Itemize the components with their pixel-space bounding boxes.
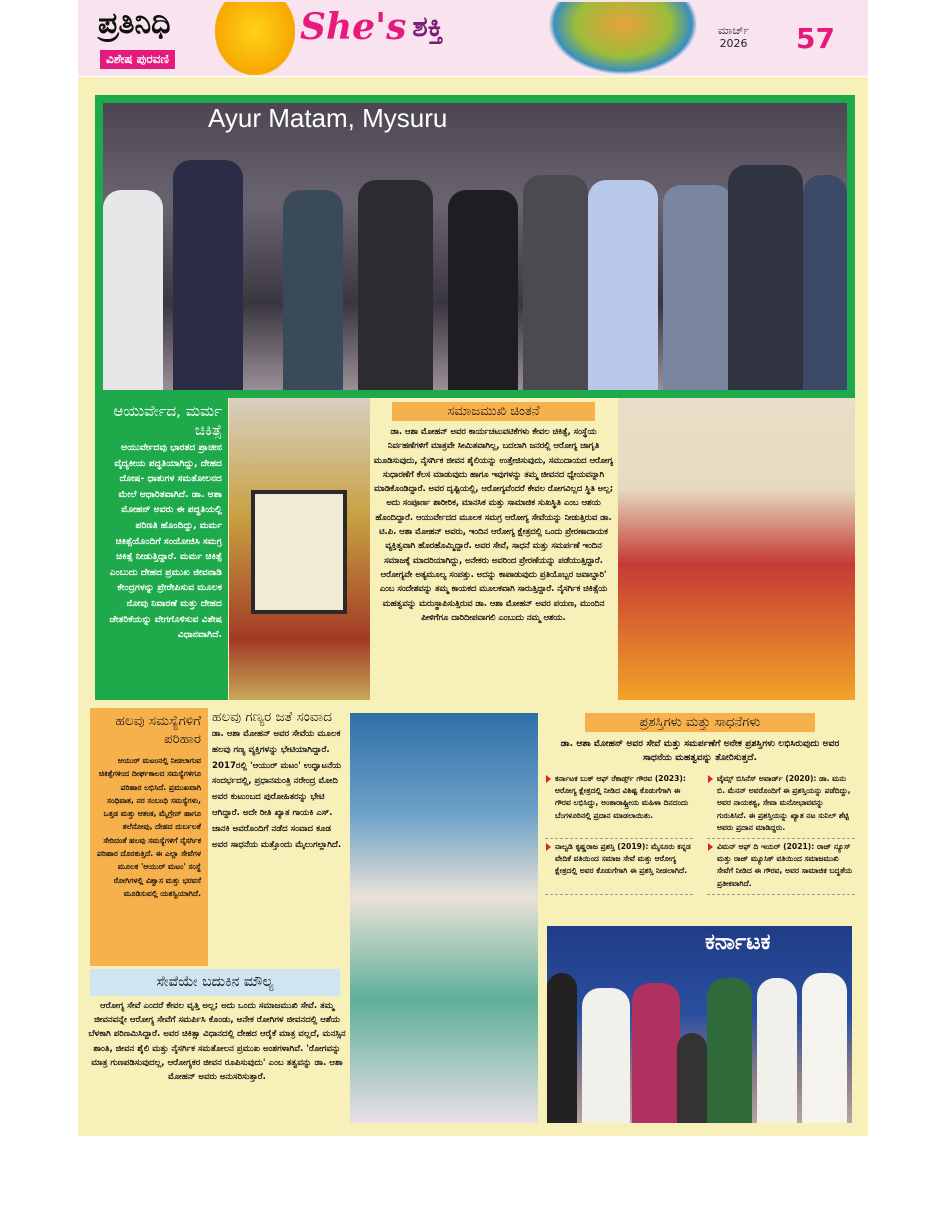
award-item: ವಿಮನ್ ಆಫ್ ದಿ ಇಯರ್ (2021): ರಾಜ್ ನ್ಯೂಸ್ ಮತ್ತು ರಾಜ್ ಮ್ಯೂಸಿಕ್ ವತಿಯಿಂದ ಸಮಾಜಮುಖಿ ಸೇವೆಗೆ ನೀಡಿದ ಈ ಗೌರವ, ಅವರ ಸಾಮಾಜಿಕ ಬದ್ಧತೆಯ ಪ್ರತೀಕವಾಗಿದೆ.: [707, 839, 855, 895]
social-body: ಡಾ. ಆಶಾ ಮೋಹನ್ ಅವರ ಕಾರ್ಯಚಟುವಟಿಕೆಗಳು ಕೇವಲ ಚಿಕಿತ್ಸೆ, ಸಂಸ್ಥೆಯ ನಿರ್ವಹಣೆಗಳಿಗೆ ಮಾತ್ರವೇ ಸೀಮಿತವಾಗಿಲ್ಲ, ಬದಲಾಗಿ ಜನರಲ್ಲಿ ಆರೋಗ್ಯ ಜಾಗೃತಿ ಮೂಡಿಸುವುದು, ನೈಸರ್ಗಿಕ ಜೀವನ ಶೈಲಿಯನ್ನು ಉತ್ತೇಜಿಸುವುದು, ಸಮುದಾಯದ ಆರೋಗ್ಯ ಸುಧಾರಣೆಗೆ ಕೆಲಸ ಮಾಡುವುದು ಹಾಗೂ ಇವುಗಳನ್ನು ತಮ್ಮ ಜೀವನದ ಧ್ಯೇಯವನ್ನಾಗಿ ಮಾಡಿಕೊಂಡಿದ್ದಾರೆ. ಅವರ ದೃಷ್ಟಿಯಲ್ಲಿ, ಆರೋಗ್ಯವೆಂದರೆ ಕೇವಲ ರೋಗವಿಲ್ಲದ ಸ್ಥಿತಿ ಅಲ್ಲ; ಅದು ಸಂಪೂರ್ಣ ಶಾರೀರಿಕ, ಮಾನಸಿಕ ಮತ್ತು ಸಾಮಾಜಿಕ ಸುಖಸ್ಥಿತಿ ಎಂಬ ಆಶಯ ಹೊಂದಿದ್ದಾರೆ. ಆಯುರ್ವೇದದ ಮೂಲಕ ಸಮಗ್ರ ಆರೋಗ್ಯ ಸೇವೆಯನ್ನು ನೀಡುತ್ತಿರುವ ಡಾ. ಟಿ.ಪಿ. ಆಶಾ ಮೋಹನ್ ಅವರು, ಇಂದಿನ ಆರೋಗ್ಯ ಕ್ಷೇತ್ರದಲ್ಲಿ ಒಂದು ಪ್ರೇರಣಾದಾಯಕ ವ್ಯಕ್ತಿತ್ವವಾಗಿ ಹೊರಹೊಮ್ಮಿದ್ದಾರೆ. ಅವರ ಸೇವೆ, ಸಾಧನೆ ಮತ್ತು ಸಮರ್ಪಣೆ ಇಂದಿನ ಸಮಾಜಕ್ಕೆ ಮಾದರಿಯಾಗಿದ್ದು, ಅನೇಕರು ಅವರಿಂದ ಪ್ರೇರಣೆಯನ್ನು ಪಡೆಯುತ್ತಿದ್ದಾರೆ. ಆರೋಗ್ಯವೇ ಅತ್ಯಮೂಲ್ಯ ಸಂಪತ್ತು. ಅದನ್ನು ಕಾಪಾಡುವುದು ಪ್ರತಿಯೊಬ್ಬರ ಜವಾಬ್ದಾರಿ' ಎಂಬ ಸಂದೇಶವನ್ನು ತಮ್ಮ ಕಾಯಕದ ಮೂಲಕವಾಗಿ ಸಾರುತ್ತಿದ್ದಾರೆ. ನೈಸರ್ಗಿಕ ಚಿಕಿತ್ಸೆಯ ಮಹತ್ವವನ್ನು ಮರುಸ್ಥಾಪಿಸುತ್ತಿರುವ ಡಾ. ಆಶಾ ಮೋಹನ್ ಅವರ ಪಯಣ, ಮುಂದಿನ ಪೀಳಿಗೆಗೂ ದಾರಿದೀಪವಾಗಲಿ ಎಂಬುದು ನಮ್ಮ ಆಶಯ.: [373, 426, 614, 622]
awards-title: ಪ್ರಶಸ್ತಿಗಳು ಮತ್ತು ಸಾಧನೆಗಳು: [585, 713, 815, 732]
ayurveda-body: ಆಯುರ್ವೇದವು ಭಾರತದ ಪ್ರಾಚೀನ ವೈದ್ಯಕೀಯ ಪದ್ಧತಿಯಾಗಿದ್ದು, ದೇಹದ ದೋಷ- ಧಾತುಗಳ ಸಮತೋಲನದ ಮೇಲೆ ಆಧಾರಿತವಾಗಿದೆ. ಡಾ. ಆಶಾ ಮೋಹನ್ ಅವರು ಈ ಪದ್ಧತಿಯಲ್ಲಿ ಪರಿಣತಿ ಹೊಂದಿದ್ದು, ಮರ್ಮ ಚಿಕಿತ್ಸೆಯೊಂದಿಗೆ ಸಂಯೋಜಿಸಿ ಸಮಗ್ರ ಚಿಕಿತ್ಸೆ ನೀಡುತ್ತಿದ್ದಾರೆ. ಮರ್ಮ ಚಿಕಿತ್ಸೆ ಎಂಬುದು ದೇಹದ ಪ್ರಮುಖ ಜೀವನಾಡಿ ಕೇಂದ್ರಗಳನ್ನು ಪ್ರೇರೇಪಿಸುವ ಮೂಲಕ ನೋವು ನಿವಾರಣೆ ಮತ್ತು ದೇಹದ ಚೇತರಿಕೆಯನ್ನು ವೇಗಗೊಳಿಸುವ ವಿಶೇಷ ವಿಧಾನವಾಗಿದೆ.: [109, 442, 222, 641]
supplement-label: ವಿಶೇಷ ಪುರವಣಿ: [100, 50, 175, 69]
award-item: ಕರ್ನಾಟಕ ಬುಕ್ ಆಫ್ ರೆಕಾರ್ಡ್ಸ್ ಗೌರವ (2023): ಆರೋಗ್ಯ ಕ್ಷೇತ್ರದಲ್ಲಿ ನೀಡಿದ ವಿಶಿಷ್ಟ ಕೊಡುಗೆಗಾಗಿ ಈ ಗೌರವ ಲಭಿಸಿದ್ದು, ಅಂತಾರಾಷ್ಟ್ರೀಯ ಮಹಿಳಾ ದಿನದಂದು ಬೆಂಗಳೂರಿನಲ್ಲಿ ಪ್ರದಾನ ಮಾಡಲಾಯಿತು.: [545, 771, 693, 839]
page-body: [78, 77, 868, 1136]
solutions-title: ಹಲವು ಸಮಸ್ಯೆಗಳಿಗೆ ಪರಿಹಾರ: [115, 713, 201, 747]
brand-title-kannada: ಶಕ್ತಿ: [412, 10, 444, 43]
value-body: ಆರೋಗ್ಯ ಸೇವೆ ಎಂದರೆ ಕೇವಲ ವೃತ್ತಿ ಅಲ್ಲ; ಅದು ಒಂದು ಸಮಾಜಮುಖಿ ಸೇವೆ. ತಮ್ಮ ಜೀವನವನ್ನೇ ಆರೋಗ್ಯ ಸೇವೆಗೆ ಸಮರ್ಪಿಸಿ ಕೊಂಡು, ಅನೇಕ ರೋಗಿಗಳ ಜೀವನದಲ್ಲಿ ಆಶೆಯ ಬೆಳಕಾಗಿ ಪರಿಣಮಿಸಿದ್ದಾರೆ. ಅವರ ಚಿಕಿತ್ಸಾ ವಿಧಾನದಲ್ಲಿ ದೇಹದ ಆರೈಕೆ ಮಾತ್ರ ವಲ್ಲದೆ, ಮನಸ್ಸಿನ ಶಾಂತಿ, ಜೀವನ ಶೈಲಿ ಮತ್ತು ನೈಸರ್ಗಿಕ ಸಮತೋಲನ ಪ್ರಮುಖ ಅಂಶಗಳಾಗಿವೆ. 'ರೋಗವನ್ನು ಮಾತ್ರ ಗುಣಪಡಿಸುವುದಲ್ಲ, ಆರೋಗ್ಯಕರ ಜೀವನ ರೂಪಿಸುವುದು' ಎಂಬ ತತ್ವವನ್ನು ಡಾ. ಆಶಾ ಮೋಹನ್ ಅವರು ಅನುಸರಿಸುತ್ತಾರೆ.: [88, 1001, 346, 1083]
social-title: ಸಮಾಜಮುಖಿ ಚಿಂತನೆ: [392, 402, 595, 421]
tree-illustration: [548, 2, 698, 75]
bottom-articles-row: [90, 708, 858, 1123]
awards-lead: ಡಾ. ಆಶಾ ಮೋಹನ್ ಅವರ ಸೇವೆ ಮತ್ತು ಸಮರ್ಪಣೆಗೆ ಅನೇಕ ಪ್ರಶಸ್ತಿಗಳು ಲಭಿಸಿರುವುದು ಅವರ ಸಾಧನೆಯ ಮಹತ್ವವನ್ನು ತೋರಿಸುತ್ತದೆ.: [560, 738, 840, 763]
award-item: ನಾಲ್ವಡಿ ಕೃಷ್ಣರಾಜ ಪ್ರಶಸ್ತಿ (2019): ಮೈಸೂರು ಕನ್ನಡ ವೇದಿಕೆ ವತಿಯಿಂದ ಸಮಾಜ ಸೇವೆ ಮತ್ತು ಆರೋಗ್ಯ ಕ್ಷೇತ್ರದಲ್ಲಿ ಅವರ ಕೊಡುಗೆಗಾಗಿ ಈ ಪ್ರಶಸ್ತಿ ನೀಡಲಾಗಿದೆ.: [545, 839, 693, 895]
dignitaries-article: [212, 708, 347, 966]
photo-caption: Ayur Matam, Mysuru: [208, 103, 448, 133]
top-articles-row: [95, 398, 855, 700]
issue-month: ಮಾರ್ಚ್: [718, 24, 750, 37]
award-ceremony-photo: [547, 926, 852, 1123]
convocation-photo: [618, 398, 855, 700]
dignitaries-title: ಹಲವು ಗಣ್ಯರ ಜತೆ ಸಂವಾದ: [212, 709, 332, 725]
masthead-logo: ಪ್ರತಿನಿಧಿ: [98, 6, 171, 41]
brand-group: [300, 6, 443, 48]
ayurveda-sidebar: [95, 398, 228, 700]
main-photo-frame: [95, 95, 855, 398]
value-title: ಸೇವೆಯೇ ಬದುಕಿನ ಮೌಲ್ಯ: [90, 969, 340, 996]
issue-year: 2026: [719, 37, 748, 50]
group-award-photo: [103, 103, 847, 390]
social-article: [372, 398, 615, 700]
page-number: 57: [796, 22, 835, 55]
solutions-body: ಆಯುರ್ ಮಟಂನಲ್ಲಿ ನೀಡಲಾಗುವ ಚಿಕಿತ್ಸೆಗಳಿಂದ ದೀರ್ಘಕಾಲದ ಸಮಸ್ಯೆಗಳಿಗೂ ಪರಿಹಾರ ಲಭಿಸಿದೆ. ಪ್ರಮುಖವಾಗಿ ಸಂಧಿವಾತ, ನರ ಸಂಬಂಧಿ ಸಮಸ್ಯೆಗಳು, ಒತ್ತಡ ಮತ್ತು ಆತಂಕ, ಮೈಗ್ರೇನ್ ಹಾಗೂ ತಲೆನೋವು, ದೇಹದ ದುರ್ಬಲತೆ ಸೇರಿದಂತೆ ಹಲವು ಸಮಸ್ಯೆಗಳಿಗೆ ನೈಸರ್ಗಿಕ ಪರಿಹಾರ ದೊರಕುತ್ತಿದೆ. ಈ ಎಲ್ಲಾ ಸೇವೆಗಳ ಮೂಲಕ 'ಆಯುರ್ ಮಟಂ' ಸಂಸ್ಥೆ ರೋಗಿಗಳಲ್ಲಿ ವಿಶ್ವಾಸ ಮತ್ತು ಭರವಸೆ ಮೂಡಿಸುವಲ್ಲಿ ಯಶಸ್ವಿಯಾಗಿದೆ.: [97, 756, 201, 898]
brand-title: She's: [300, 6, 407, 48]
woman-silhouette-illustration: [215, 2, 295, 75]
awards-section: [545, 708, 855, 1123]
left-articles: [90, 708, 347, 1123]
issue-date: [718, 24, 749, 50]
backdrop-text: ಕರ್ನಾಟಕ: [705, 930, 771, 955]
solutions-sidebar: [90, 708, 208, 966]
meeting-photo: [350, 713, 538, 1123]
page-header: [78, 0, 868, 76]
ayurveda-title: ಆಯುರ್ವೇದ, ಮರ್ಮ ಚಿಕಿತ್ಸೆ: [113, 402, 222, 439]
doctor-certificate-photo: [229, 398, 370, 700]
value-article: [88, 999, 346, 1084]
award-item: ಟೈಮ್ಸ್ ಬಿಸಿನೆಸ್ ಅವಾರ್ಡ್ (2020): ಡಾ. ಮನು ಬಿ. ಮೆನನ್ ಅವರೊಂದಿಗೆ ಈ ಪ್ರಶಸ್ತಿಯನ್ನು ಪಡೆದಿದ್ದು, ಅವರ ನಾಯಕತ್ವ, ಸೇವಾ ಮನೋಭಾವವನ್ನು ಗುರುತಿಸಿದೆ. ಈ ಪ್ರಶಸ್ತಿಯನ್ನು ಖ್ಯಾತ ನಟ ಸುನಿಲ್ ಶೆಟ್ಟಿ ಅವರು ಪ್ರದಾನ ಮಾಡಿದ್ದರು.: [707, 771, 855, 839]
dignitaries-body: ಡಾ. ಆಶಾ ಮೋಹನ್ ಅವರ ಸೇವೆಯ ಮೂಲಕ ಹಲವು ಗಣ್ಯ ವ್ಯಕ್ತಿಗಳನ್ನು ಭೇಟಿಯಾಗಿದ್ದಾರೆ. 2017ರಲ್ಲಿ 'ಆಯುರ್ ಮಟಂ' ಉದ್ಘಾಟನೆಯ ಸಂದರ್ಭದಲ್ಲಿ, ಪ್ರಧಾನಮಂತ್ರಿ ನರೇಂದ್ರ ಮೋದಿ ಅವರ ಕುಟುಂಬದ ಪುರೋಹಿತರನ್ನು ಭೇಟಿ ಆಗಿದ್ದಾರೆ. ಅದೇ ರೀತಿ ಖ್ಯಾತ ಗಾಯಕಿ ಎಸ್. ಜಾನಕಿ ಅವರೊಂದಿಗೆ ನಡೆದ ಸಂವಾದ ಕೂಡ ಅವರ ಸಾಧನೆಯ ಮತ್ತೊಂದು ಮೈಲುಗಲ್ಲಾಗಿದೆ.: [212, 729, 342, 850]
